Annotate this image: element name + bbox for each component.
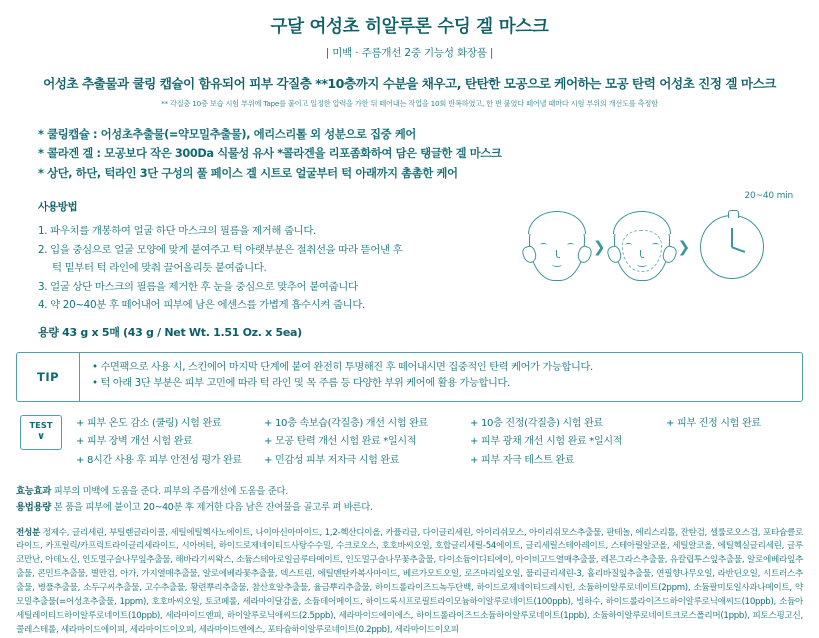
lead-footnote: ** 각질층 10층 보습 시험 부위에 Tape를 붙이고 일정한 압력을 가한 뒤 떼어내는 작업을 10회 반복하였고, 한 번 붙였다 떼어낼 때마다 시험 부위의 개선도를 측정함 bbox=[161, 99, 658, 108]
test-results bbox=[76, 415, 819, 470]
test-item: + 모공 탄력 개선 시험 완료 *일시적 bbox=[264, 436, 417, 448]
tip-content bbox=[80, 353, 603, 401]
effect-line bbox=[16, 484, 803, 500]
test-column bbox=[470, 415, 666, 470]
test-item: + 피부 장벽 개선 시험 완료 bbox=[76, 436, 193, 448]
effect-text: 피부의 미백에 도움을 준다. 피부의 주름개선에 도움을 준다. bbox=[51, 485, 288, 497]
usage-heading: 사용방법 bbox=[38, 201, 78, 214]
test-item: + 민감성 피부 저자극 시험 완료 bbox=[264, 454, 400, 466]
tip-badge: TIP bbox=[17, 353, 80, 401]
timer-hand-long-shape bbox=[731, 228, 733, 247]
lead-description: 어성초 추출물과 쿨링 캡슐이 함유되어 피부 각질층 **10층까지 수분을 채우고, 탄탄한 모공으로 케어하는 모공 탄력 어성초 진정 겔 마스크 bbox=[43, 76, 776, 91]
test-item: + 피부 진정 시험 완료 bbox=[666, 417, 761, 429]
ingredients-label: 전성분 bbox=[16, 527, 41, 538]
usage-step: 4. 약 20~40분 후 떼어내어 피부에 남은 에센스를 가볍게 흡수시켜 줍니다. bbox=[38, 299, 365, 312]
test-section bbox=[16, 415, 803, 470]
page-title: 구달 여성초 히알루론 수딩 겔 마스크 bbox=[270, 17, 549, 37]
eye-left-shape bbox=[540, 243, 547, 247]
timer-knob-shape bbox=[728, 210, 739, 218]
illustration-steps bbox=[529, 213, 764, 281]
usage-step: 2. 입을 중심으로 얼굴 모양에 맞게 붙여주고 턱 아랫부분은 절취선을 따라 뜯어낸 후 bbox=[38, 243, 403, 256]
test-item: + 피부 자극 테스트 완료 bbox=[470, 454, 575, 466]
feature-bullet: * 콜라겐 겔 : 모공보다 작은 300Da 식물성 유사 *콜라겐을 리포좀화하여 담은 탱글한 겔 마스크 bbox=[38, 147, 502, 161]
effect-text: 본 품을 피부에 붙이고 20~40분 후 제거한 다음 남은 잔여물을 골고루 펴 바른다. bbox=[51, 501, 373, 513]
tip-line: • 수면팩으로 사용 시, 스킨에어 마지막 단계에 붙여 완전히 투명해진 후 떼어내시면 집중적인 탄력 케어가 가능합니다. bbox=[92, 361, 593, 373]
mouth-shape bbox=[552, 262, 562, 267]
usage-step-continued: 턱 밑부터 턱 라인에 맞춰 끌어올리듯 붙여줍니다. bbox=[52, 262, 267, 275]
tip-box bbox=[16, 352, 803, 402]
hand-right-shape bbox=[576, 245, 594, 265]
test-item: + 10층 속보습(각질층) 개선 시험 완료 bbox=[264, 417, 428, 429]
feature-bullets bbox=[38, 125, 803, 183]
page-subtitle: | 미백 · 주름개선 2중 기능성 화장품 | bbox=[325, 47, 494, 59]
nose-shape bbox=[556, 250, 560, 258]
ingredients-text: 정제수, 글리세린, 부틸렌글라이콜, 세틸에틸헥사노에이트, 나이아신아마이드, 1,2-헥산디이올, 카퓰리글, 다이글리세린, 아이리쉬모스, 아이리쉬모스추출물, 판테놀, 에리스리톨, 잔탄검, 셀룰로오스검, 포타슘클로라이드, 카프릴릭/카프릭트라이글리세라이드, 시아버터, 하이드로제네이티드사탕수수밀, 수크로오스, 호호바씨오일, 호합글리세릴-54에이트, 글리세릴스테아레이트, 스테아릴알코올, 세틸알코올, 에틸헥실글리세린, 글루코만난, 아데노신, 인도멀구슬나무잎추출물, 해바라기씨왁스, 소듐스테아로일글루타메이트, 인도멀구슬나무꽃추출물, 다이소듐이디티에이, 아이비고드열매추출물, 레몬그라스추출물, 유칼립투스잎추출물, 알로에베라잎추출물, 콘민트추출물, 별만검, 아가, 가지열매추출물, 알로에베라꽃추출물, 덱스트린, 에틸멘탄카복사마이드, 베르가모트오일, 로즈마리잎오일, 물리글리세린-3, 홀리바질잎추출물, 연필향나무오일, 라반딘오일, 시트러스추출물, 병풀추출물, 소두구씨추출물, 고수추출물, 황련뿌리추출물, 참산호알추출물, 율금뿌리추출물, 하이드롤라이즈드녹두단백, 하이드로제네이티드레시틴, 소듐하이알루로네이트(2ppm), 소듐팔미토일사과나메이트, 약모밀추출물(=어성초추출물, 1ppm), 호호바씨오일, 토코페롤, 세라마이달감올, 소듐데어메이드, 하이드록시프로필트라이모늄하이알루로네이트(100ppb), 빙하수, 하이드롤라이즈드하이알루로닉애씨드(10ppb), 소듐아세틸레이티드하이알루로네이트(10ppb), 세라마이드엔피, 하이알루로닉애씨드(2.5ppb), 세라마이드에이에스, 하이드롤라이즈드소듐하이알루로네이트(1ppb), 소듐하이알루로네이트크로스폴리머(1ppb), 피토스핑고신, 콜레스테롤, 세라마이드에이피, 세라마이드이오피, 세라마이드엔에스, 포타슘하이알루로네이트(0.2ppb), 세라마이드이오피 bbox=[16, 527, 803, 635]
usage-section bbox=[38, 191, 803, 340]
test-item: + 피부 광채 개선 시험 완료 *일시적 bbox=[470, 436, 623, 448]
chevron-right-icon: ❯ bbox=[677, 237, 691, 256]
test-column bbox=[264, 415, 470, 470]
effect-label: 효능효과 bbox=[16, 485, 52, 497]
ingredients-section bbox=[16, 527, 803, 638]
effects-section bbox=[16, 484, 803, 516]
test-badge-label: TEST bbox=[29, 419, 53, 430]
hand-right-shape bbox=[660, 245, 678, 265]
chevron-right-icon: ❯ bbox=[593, 237, 606, 256]
hand-left-shape bbox=[605, 245, 623, 265]
test-item: + 피부 온도 감소 (쿨링) 시험 완료 bbox=[76, 417, 222, 429]
timer-duration-label: 20~40 min bbox=[744, 191, 793, 202]
product-volume: 용량 43 g x 5매 (43 g / Net Wt. 1.51 Oz. x 5ea) bbox=[38, 325, 302, 339]
timer-icon bbox=[700, 215, 764, 279]
test-item: + 10층 진정(각질층) 시험 완료 bbox=[470, 417, 603, 429]
nose-shape bbox=[640, 250, 644, 258]
test-badge bbox=[20, 415, 62, 450]
face-apply-icon bbox=[529, 213, 585, 281]
effect-label: 용법용량 bbox=[16, 501, 52, 513]
feature-bullet: * 상단, 하단, 턱라인 3단 구성의 풀 페이스 겔 시트로 얼굴부터 턱 아래까지 촘촘한 케어 bbox=[38, 166, 458, 180]
face-mask-on-icon bbox=[614, 213, 670, 281]
effect-line bbox=[16, 500, 803, 516]
usage-step: 1. 파우치를 개봉하여 얼굴 하단 마스크의 필름을 제거해 줍니다. bbox=[38, 225, 316, 238]
feature-bullet: * 쿨링캡슐 : 어성초추출물(=약모밀추출물), 에리스리톨 외 성분으로 집중 케어 bbox=[38, 128, 416, 141]
eye-right-shape bbox=[567, 243, 574, 247]
tip-line: • 턱 아래 3단 부분은 피부 고민에 따라 턱 라인 및 목 주름 등 다양한 부위 케어에 활용 가능합니다. bbox=[92, 378, 510, 390]
usage-step: 3. 얼굴 상단 마스크의 필름을 제거한 후 눈을 중심으로 맞추어 붙여줍니다 bbox=[38, 280, 358, 293]
test-item: + 8시간 사용 후 피부 안전성 평가 완료 bbox=[76, 454, 242, 466]
timer-hand-short-shape bbox=[732, 247, 746, 253]
test-column bbox=[666, 415, 819, 470]
test-column bbox=[76, 415, 264, 470]
usage-illustration bbox=[529, 191, 799, 307]
hair-shape bbox=[528, 211, 586, 234]
check-icon: ∨ bbox=[36, 431, 46, 443]
